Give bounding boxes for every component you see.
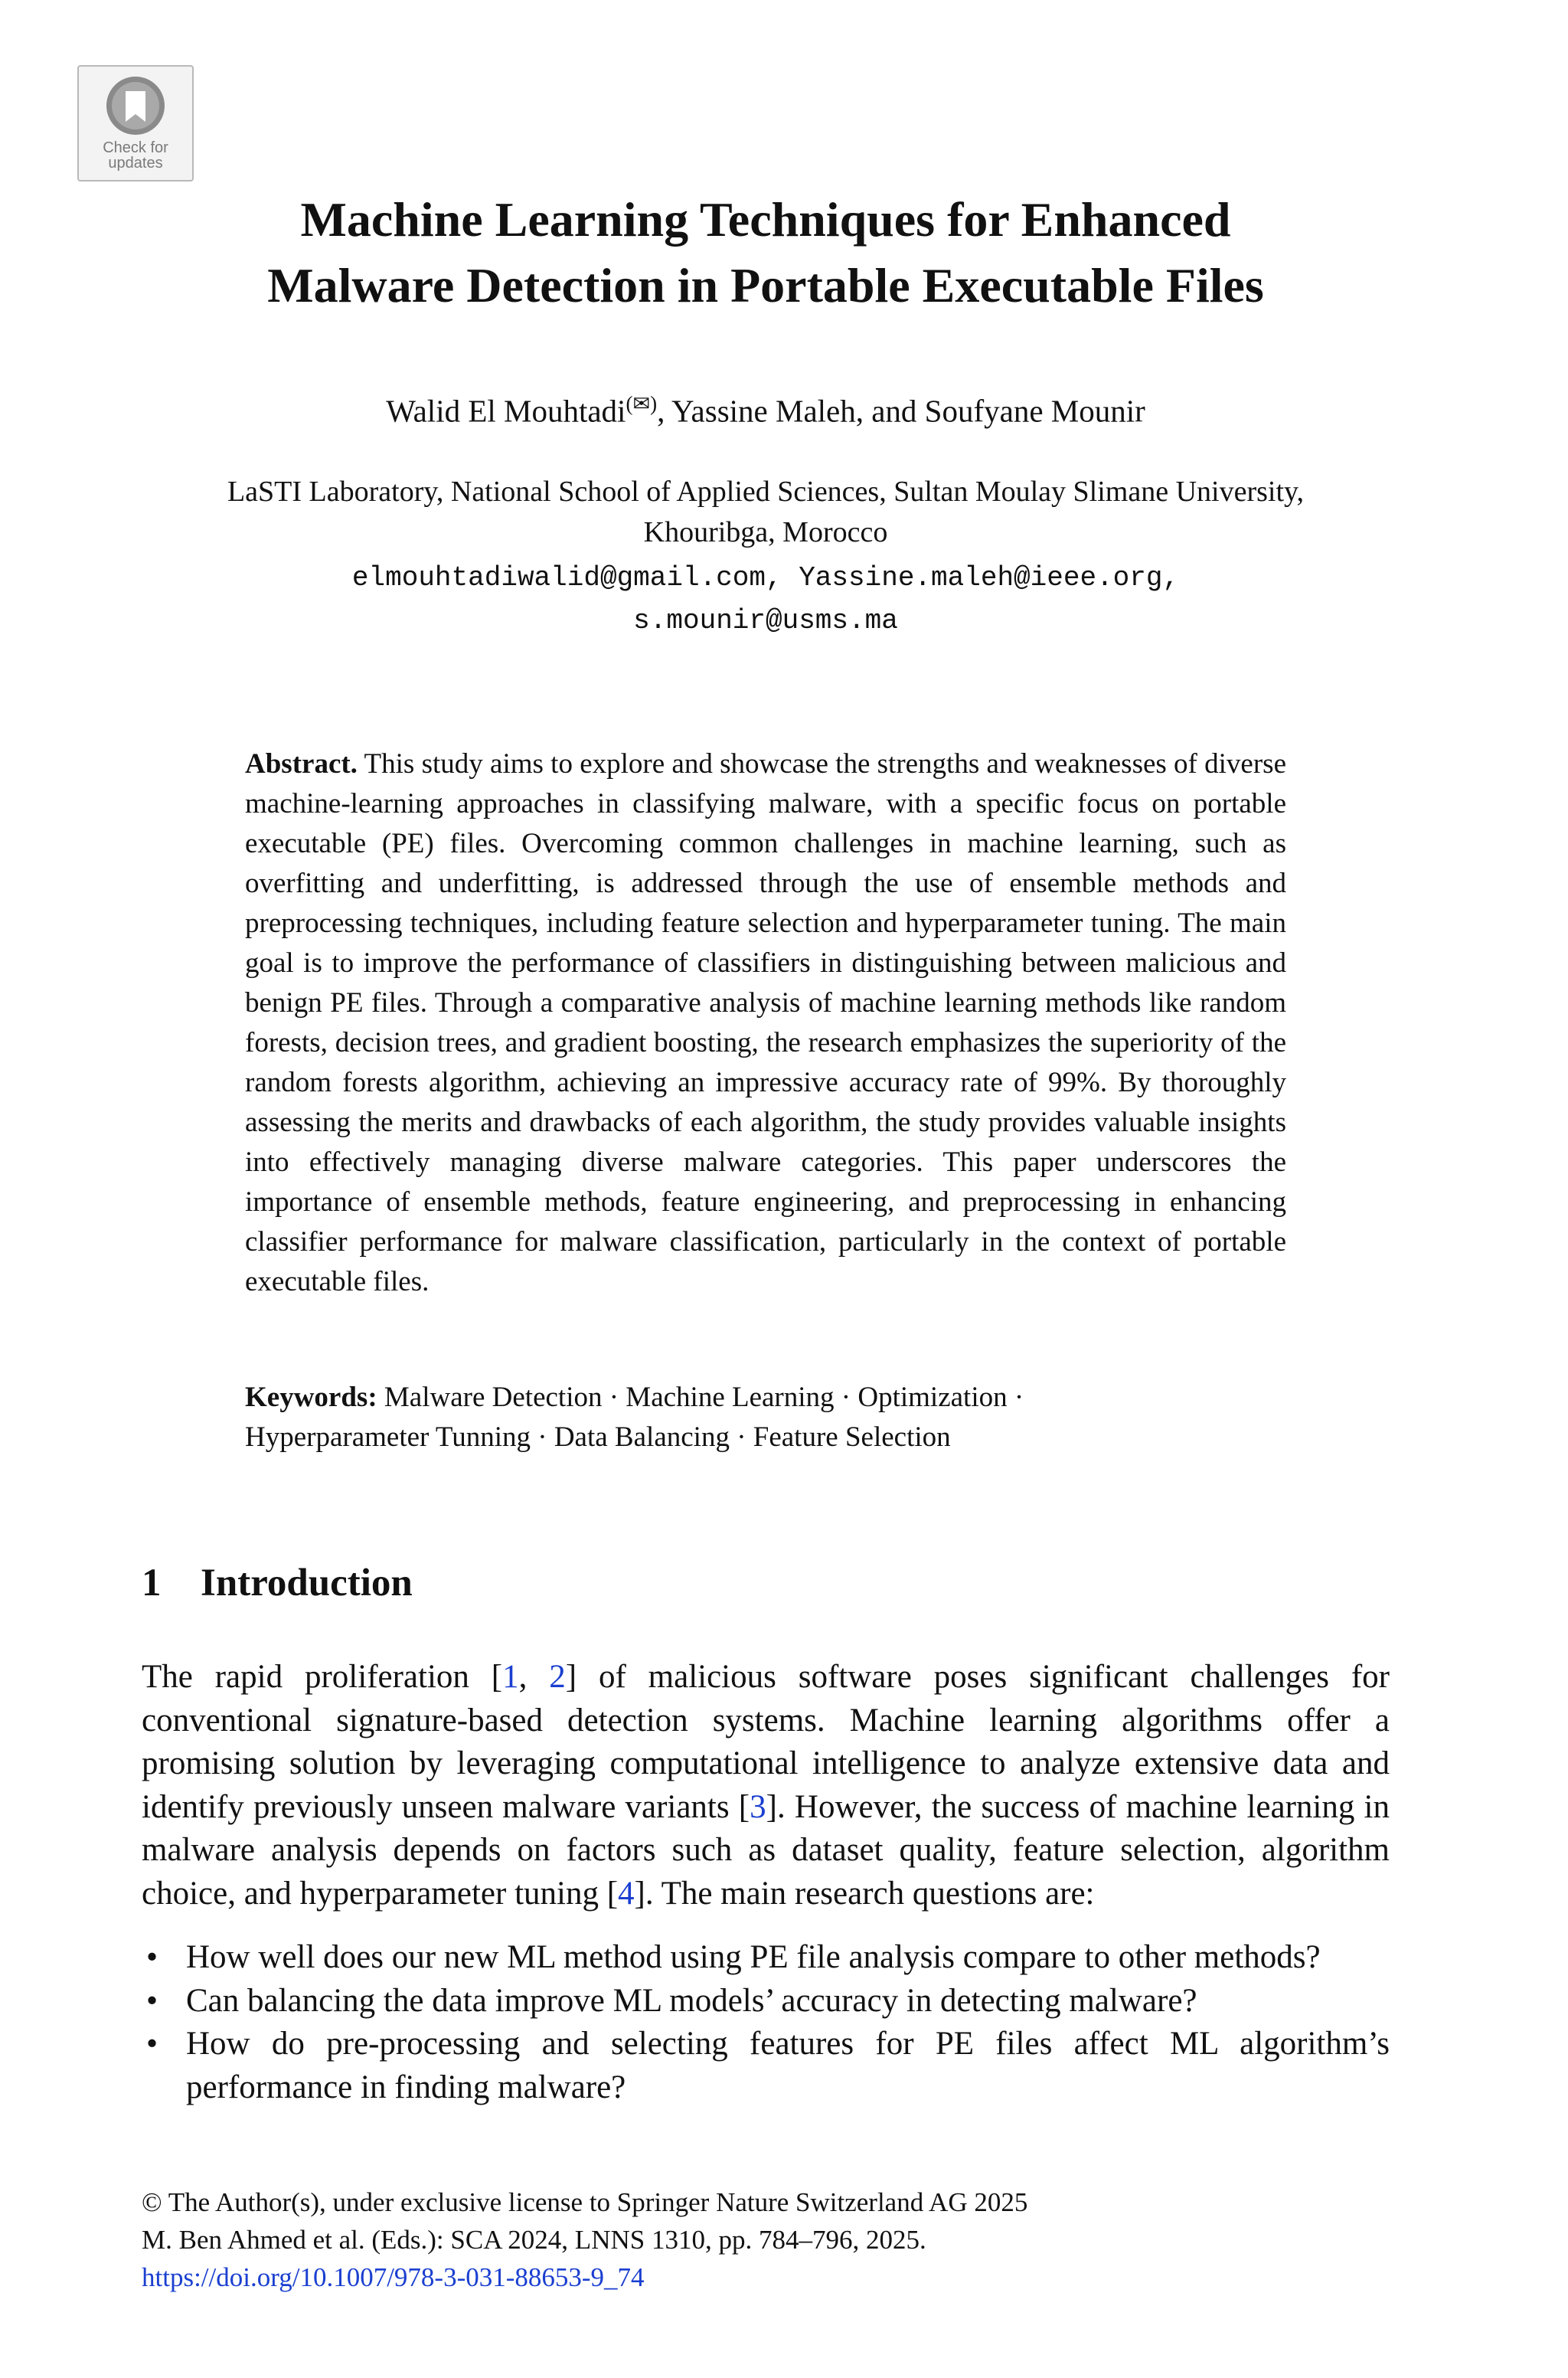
doi-link[interactable]: https://doi.org/10.1007/978-3-031-88653-9_74 [142, 2262, 645, 2292]
email-line-2: s.mounir@usms.ma [633, 605, 898, 636]
keywords-label: Keywords: [245, 1382, 377, 1413]
citation-link[interactable]: 2 [549, 1659, 566, 1695]
copyright-footer [142, 2183, 1027, 2296]
check-for-updates-badge[interactable] [77, 65, 194, 182]
citation-link[interactable]: 3 [750, 1788, 766, 1825]
title-line-2: Malware Detection in Portable Executable Files [267, 258, 1264, 312]
list-item-text: Can balancing the data improve ML models’ accuracy in detecting malware? [186, 1982, 1197, 2019]
paper-title [138, 187, 1393, 319]
intro-text: ]. The main research questions are: [634, 1875, 1095, 1912]
bullet-icon: • [146, 2026, 158, 2062]
badge-line-2: updates [108, 155, 163, 172]
author-emails [138, 557, 1393, 643]
badge-label [103, 140, 168, 171]
intro-text: , [518, 1659, 550, 1695]
bookmark-check-icon [104, 74, 167, 137]
affiliation-line-1: LaSTI Laboratory, National School of Applied Sciences, Sultan Moulay Slimane University, [227, 476, 1305, 508]
intro-text: The rapid proliferation [ [142, 1659, 503, 1695]
citation-link[interactable]: 4 [618, 1875, 635, 1912]
abstract-label: Abstract. [245, 748, 358, 780]
affiliation-line-2: Khouribga, Morocco [643, 516, 888, 548]
research-questions [142, 1936, 1390, 2109]
co-authors: , Yassine Maleh, and Soufyane Mounir [657, 393, 1145, 429]
list-item-text: How do pre-processing and selecting features for PE files affect ML algorithm’s performance in finding malware? [186, 2026, 1390, 2105]
email-line-1: elmouhtadiwalid@gmail.com, Yassine.maleh@ieee.org, [351, 562, 1180, 594]
title-line-1: Machine Learning Techniques for Enhanced [300, 192, 1231, 247]
bullet-icon: • [146, 1939, 158, 1975]
affiliation [138, 472, 1393, 553]
list-item-text: How well does our new ML method using PE file analysis compare to other methods? [186, 1939, 1321, 1975]
intro-paragraph [142, 1656, 1390, 1915]
keywords-line-1: Malware Detection · Machine Learning · Optimization · [384, 1382, 1024, 1413]
citation-link[interactable]: 1 [502, 1659, 519, 1695]
abstract-text: This study aims to explore and showcase the strengths and weaknesses of diverse machine-learning approaches in classifying malware, with a specific focus on portable executable (PE) files. Overcoming common challenges in machine learning, such as overfitting and underfitting, is addressed through the use of ensemble methods and preprocessing techniques, including feature selection and hyperparameter tuning. The main goal is to improve the performance of classifiers in distinguishing between malicious and benign PE files. Through a comparative analysis of machine learning methods like random forests, decision trees, and gradient boosting, the research emphasizes the superiority of the random forests algorithm, achieving an impressive accuracy rate of 99%. By thoroughly assessing the merits and drawbacks of each algorithm, the study provides valuable insights into effectively managing diverse malware categories. This paper underscores the importance of ensemble methods, feature engineering, and preprocessing in enhancing classifier performance for malware classification, particularly in the context of portable executable files. [245, 748, 1286, 1297]
author-name: Walid El Mouhtadi [386, 393, 626, 429]
keywords [245, 1378, 1286, 1457]
bullet-icon: • [146, 1982, 158, 2019]
section-title: Introduction [201, 1562, 413, 1604]
list-item [142, 2023, 1390, 2109]
abstract [245, 744, 1286, 1302]
section-number: 1 [142, 1562, 162, 1604]
intro-text: ] of malicious software poses significant challenges for conventional signature-based detection systems. Machine learning algorithms offer a promising solution by leveraging computational intelligence to analyze extensive data and identify previously unseen malware variants [ [142, 1659, 1390, 1825]
corresponding-author-mark: (✉) [626, 392, 658, 415]
author-list [138, 392, 1393, 430]
keywords-line-2: Hyperparameter Tunning · Data Balancing · Feature Selection [245, 1421, 951, 1453]
list-item [142, 1980, 1390, 2023]
section-heading [142, 1561, 413, 1605]
badge-line-1: Check for [103, 139, 168, 156]
citation-line: M. Ben Ahmed et al. (Eds.): SCA 2024, LNNS 1310, pp. 784–796, 2025. [142, 2225, 926, 2255]
intro-text: ]. However, the success of machine learning in malware analysis depends on factors such as dataset quality, feature selection, algorithm choice, and hyperparameter tuning [ [142, 1788, 1390, 1912]
list-item [142, 1936, 1390, 1980]
copyright-line: © The Author(s), under exclusive license to Springer Nature Switzerland AG 2025 [142, 2187, 1028, 2217]
